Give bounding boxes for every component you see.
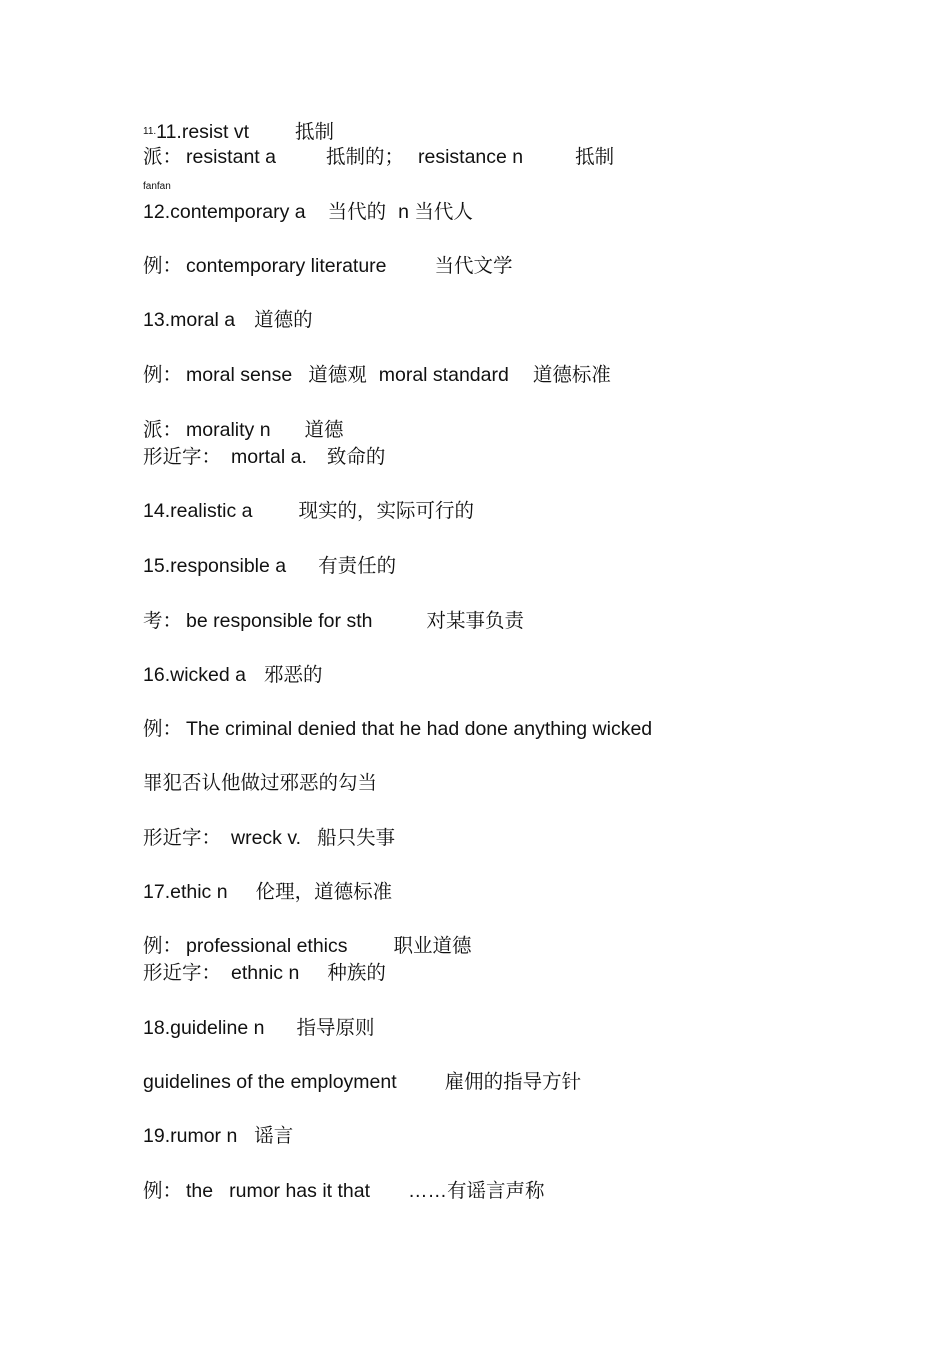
vocab-line xyxy=(143,254,513,278)
line-segment: 伦理，道德标准 xyxy=(255,881,393,903)
line-segment: 17.ethic n xyxy=(143,881,228,903)
line-segment: 船只失事 xyxy=(317,827,396,849)
vocab-line xyxy=(143,499,474,523)
vocab-line xyxy=(143,1179,545,1203)
line-segment: 14.realistic a xyxy=(143,500,253,522)
vocab-line xyxy=(143,363,611,387)
vocab-line xyxy=(143,1016,374,1040)
line-segment: 派： xyxy=(143,146,183,168)
line-segment: 雇佣的指导方针 xyxy=(444,1071,582,1093)
line-segment: 15.responsible a xyxy=(143,555,287,577)
line-segment: 例： xyxy=(143,255,183,277)
line-segment: 例： xyxy=(143,718,183,740)
line-segment: 当代文学 xyxy=(434,255,513,277)
vocab-line xyxy=(143,1124,293,1148)
vocab-line xyxy=(143,308,313,332)
line-segment: 当代的 xyxy=(327,201,387,223)
vocab-line xyxy=(143,145,614,169)
line-segment: 道德观 xyxy=(308,364,367,386)
line-segment: 18.guideline n xyxy=(143,1017,265,1039)
line-segment: 考： xyxy=(143,610,183,632)
vocab-line xyxy=(143,418,344,442)
line-segment: 派： xyxy=(143,419,183,441)
line-segment: resistance n xyxy=(418,146,524,168)
line-segment: ethnic n xyxy=(231,962,300,984)
line-segment: wreck v. xyxy=(231,827,302,849)
line-segment: 对某事负责 xyxy=(426,610,524,632)
line-segment: 16.wicked a xyxy=(143,664,246,686)
line-segment: moral sense xyxy=(186,364,293,386)
vocab-line xyxy=(143,880,392,904)
vocab-line xyxy=(143,717,652,741)
line-segment: 13.moral a xyxy=(143,309,236,331)
vocab-line xyxy=(143,200,473,224)
line-prefix: 11. xyxy=(143,126,157,137)
vocab-line xyxy=(143,771,377,795)
line-segment: the xyxy=(186,1180,214,1202)
line-segment: 道德标准 xyxy=(532,364,611,386)
line-segment: 例： xyxy=(143,935,183,957)
line-segment: moral standard xyxy=(378,364,509,386)
line-segment: 谣言 xyxy=(254,1125,294,1147)
vocab-line xyxy=(143,826,395,850)
vocab-line xyxy=(143,609,524,633)
line-segment: 19.rumor n xyxy=(143,1125,238,1147)
line-segment: 种族的 xyxy=(327,962,386,984)
line-segment: 形近字： xyxy=(143,962,222,984)
line-segment: 罪犯否认他做过邪恶的勾当 xyxy=(143,772,378,794)
line-segment: 抵制的； xyxy=(325,146,404,168)
vocab-line xyxy=(143,934,472,958)
line-segment: 抵制 xyxy=(295,121,335,143)
line-segment: rumor has it that xyxy=(229,1180,371,1202)
vocab-line xyxy=(143,1070,581,1094)
line-segment: n 当代人 xyxy=(398,201,473,223)
line-segment: be responsible for sth xyxy=(186,610,373,632)
line-segment: 致命的 xyxy=(326,446,386,468)
vocab-line xyxy=(143,961,386,985)
line-segment: 11.resist vt xyxy=(156,121,250,143)
line-segment: ……有谣言声称 xyxy=(408,1180,545,1202)
line-segment: professional ethics xyxy=(186,935,348,957)
vocab-line xyxy=(143,663,323,687)
line-segment: guidelines of the employment xyxy=(143,1071,397,1093)
line-segment: 例： xyxy=(143,1180,183,1202)
line-segment: 形近字： xyxy=(143,446,222,468)
line-segment: mortal a. xyxy=(231,446,307,468)
line-segment: 有责任的 xyxy=(318,555,397,577)
line-segment: 邪恶的 xyxy=(263,664,323,686)
vocab-line xyxy=(143,120,334,144)
line-segment: 例： xyxy=(143,364,183,386)
line-segment: 指导原则 xyxy=(296,1017,375,1039)
line-segment: 现实的，实际可行的 xyxy=(298,500,474,522)
vocab-line xyxy=(143,445,385,469)
line-segment: 形近字： xyxy=(143,827,222,849)
vocab-line xyxy=(143,554,396,578)
line-segment: 道德 xyxy=(304,419,344,441)
line-segment: The criminal denied that he had done anything wicked xyxy=(186,718,653,740)
stray-note: fanfan xyxy=(143,181,171,192)
line-segment: 12.contemporary a xyxy=(143,201,306,223)
line-segment: 职业道德 xyxy=(393,935,472,957)
line-segment: 道德的 xyxy=(254,309,313,331)
line-segment: 抵制 xyxy=(575,146,615,168)
line-segment: resistant a xyxy=(186,146,276,168)
line-segment: contemporary literature xyxy=(186,255,387,277)
line-segment: morality n xyxy=(186,419,271,441)
